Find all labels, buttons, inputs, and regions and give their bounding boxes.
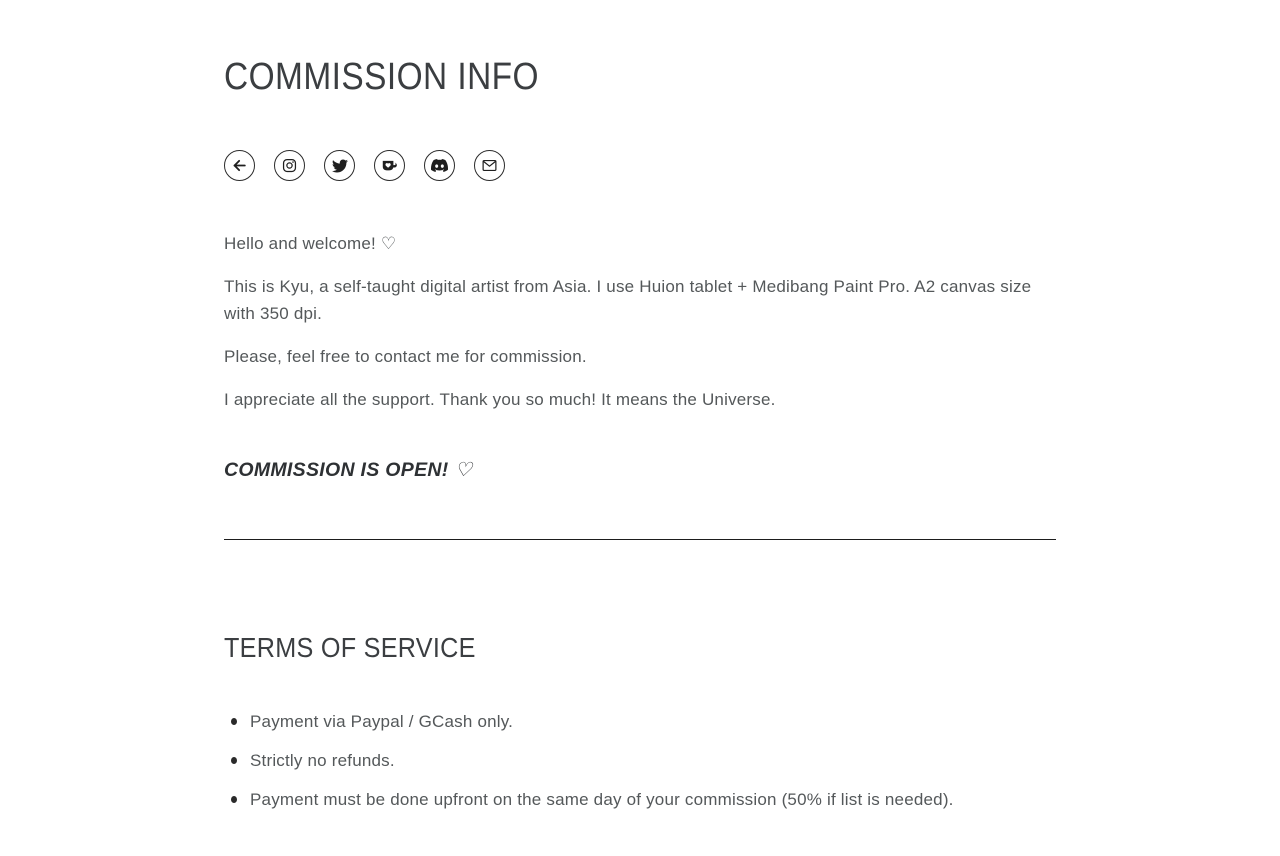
terms-item-payment-methods: Payment via Paypal / GCash only.: [224, 708, 1056, 735]
intro-paragraph-contact: Please, feel free to contact me for commission.: [224, 347, 587, 366]
twitter-button[interactable]: [324, 150, 355, 181]
email-button[interactable]: [474, 150, 505, 181]
page-title: COMMISSION INFO: [224, 56, 539, 98]
commission-status-label: COMMISSION IS OPEN!: [224, 459, 449, 481]
terms-list: [224, 708, 1056, 813]
intro-paragraph-welcome: Hello and welcome! ♡: [224, 234, 397, 253]
instagram-button[interactable]: [274, 150, 305, 181]
discord-button[interactable]: [424, 150, 455, 181]
intro-paragraph-thanks: I appreciate all the support. Thank you so much! It means the Universe.: [224, 390, 776, 409]
heart-icon: ♡: [454, 459, 473, 481]
commission-page: [224, 56, 1056, 813]
kofi-cup-icon: [381, 157, 398, 174]
twitter-icon: [332, 158, 348, 174]
section-divider: [224, 539, 1056, 540]
back-button[interactable]: [224, 150, 255, 181]
social-icon-row: [224, 150, 1056, 181]
instagram-icon: [282, 158, 297, 173]
terms-item-no-refunds: Strictly no refunds.: [224, 747, 1056, 774]
arrow-left-icon: [231, 157, 248, 174]
intro-section: [224, 230, 1056, 413]
terms-of-service-heading: TERMS OF SERVICE: [224, 632, 476, 663]
terms-item-payment-timing: Payment must be done upfront on the same day of your commission (50% if list is needed).: [224, 786, 1056, 813]
envelope-icon: [481, 157, 498, 174]
discord-icon: [431, 157, 448, 174]
commission-status: [224, 458, 1056, 482]
intro-paragraph-about: This is Kyu, a self-taught digital artist from Asia. I use Huion tablet + Medibang Paint Pro. A2 canvas size with 350 dpi.: [224, 277, 1032, 323]
kofi-button[interactable]: [374, 150, 405, 181]
